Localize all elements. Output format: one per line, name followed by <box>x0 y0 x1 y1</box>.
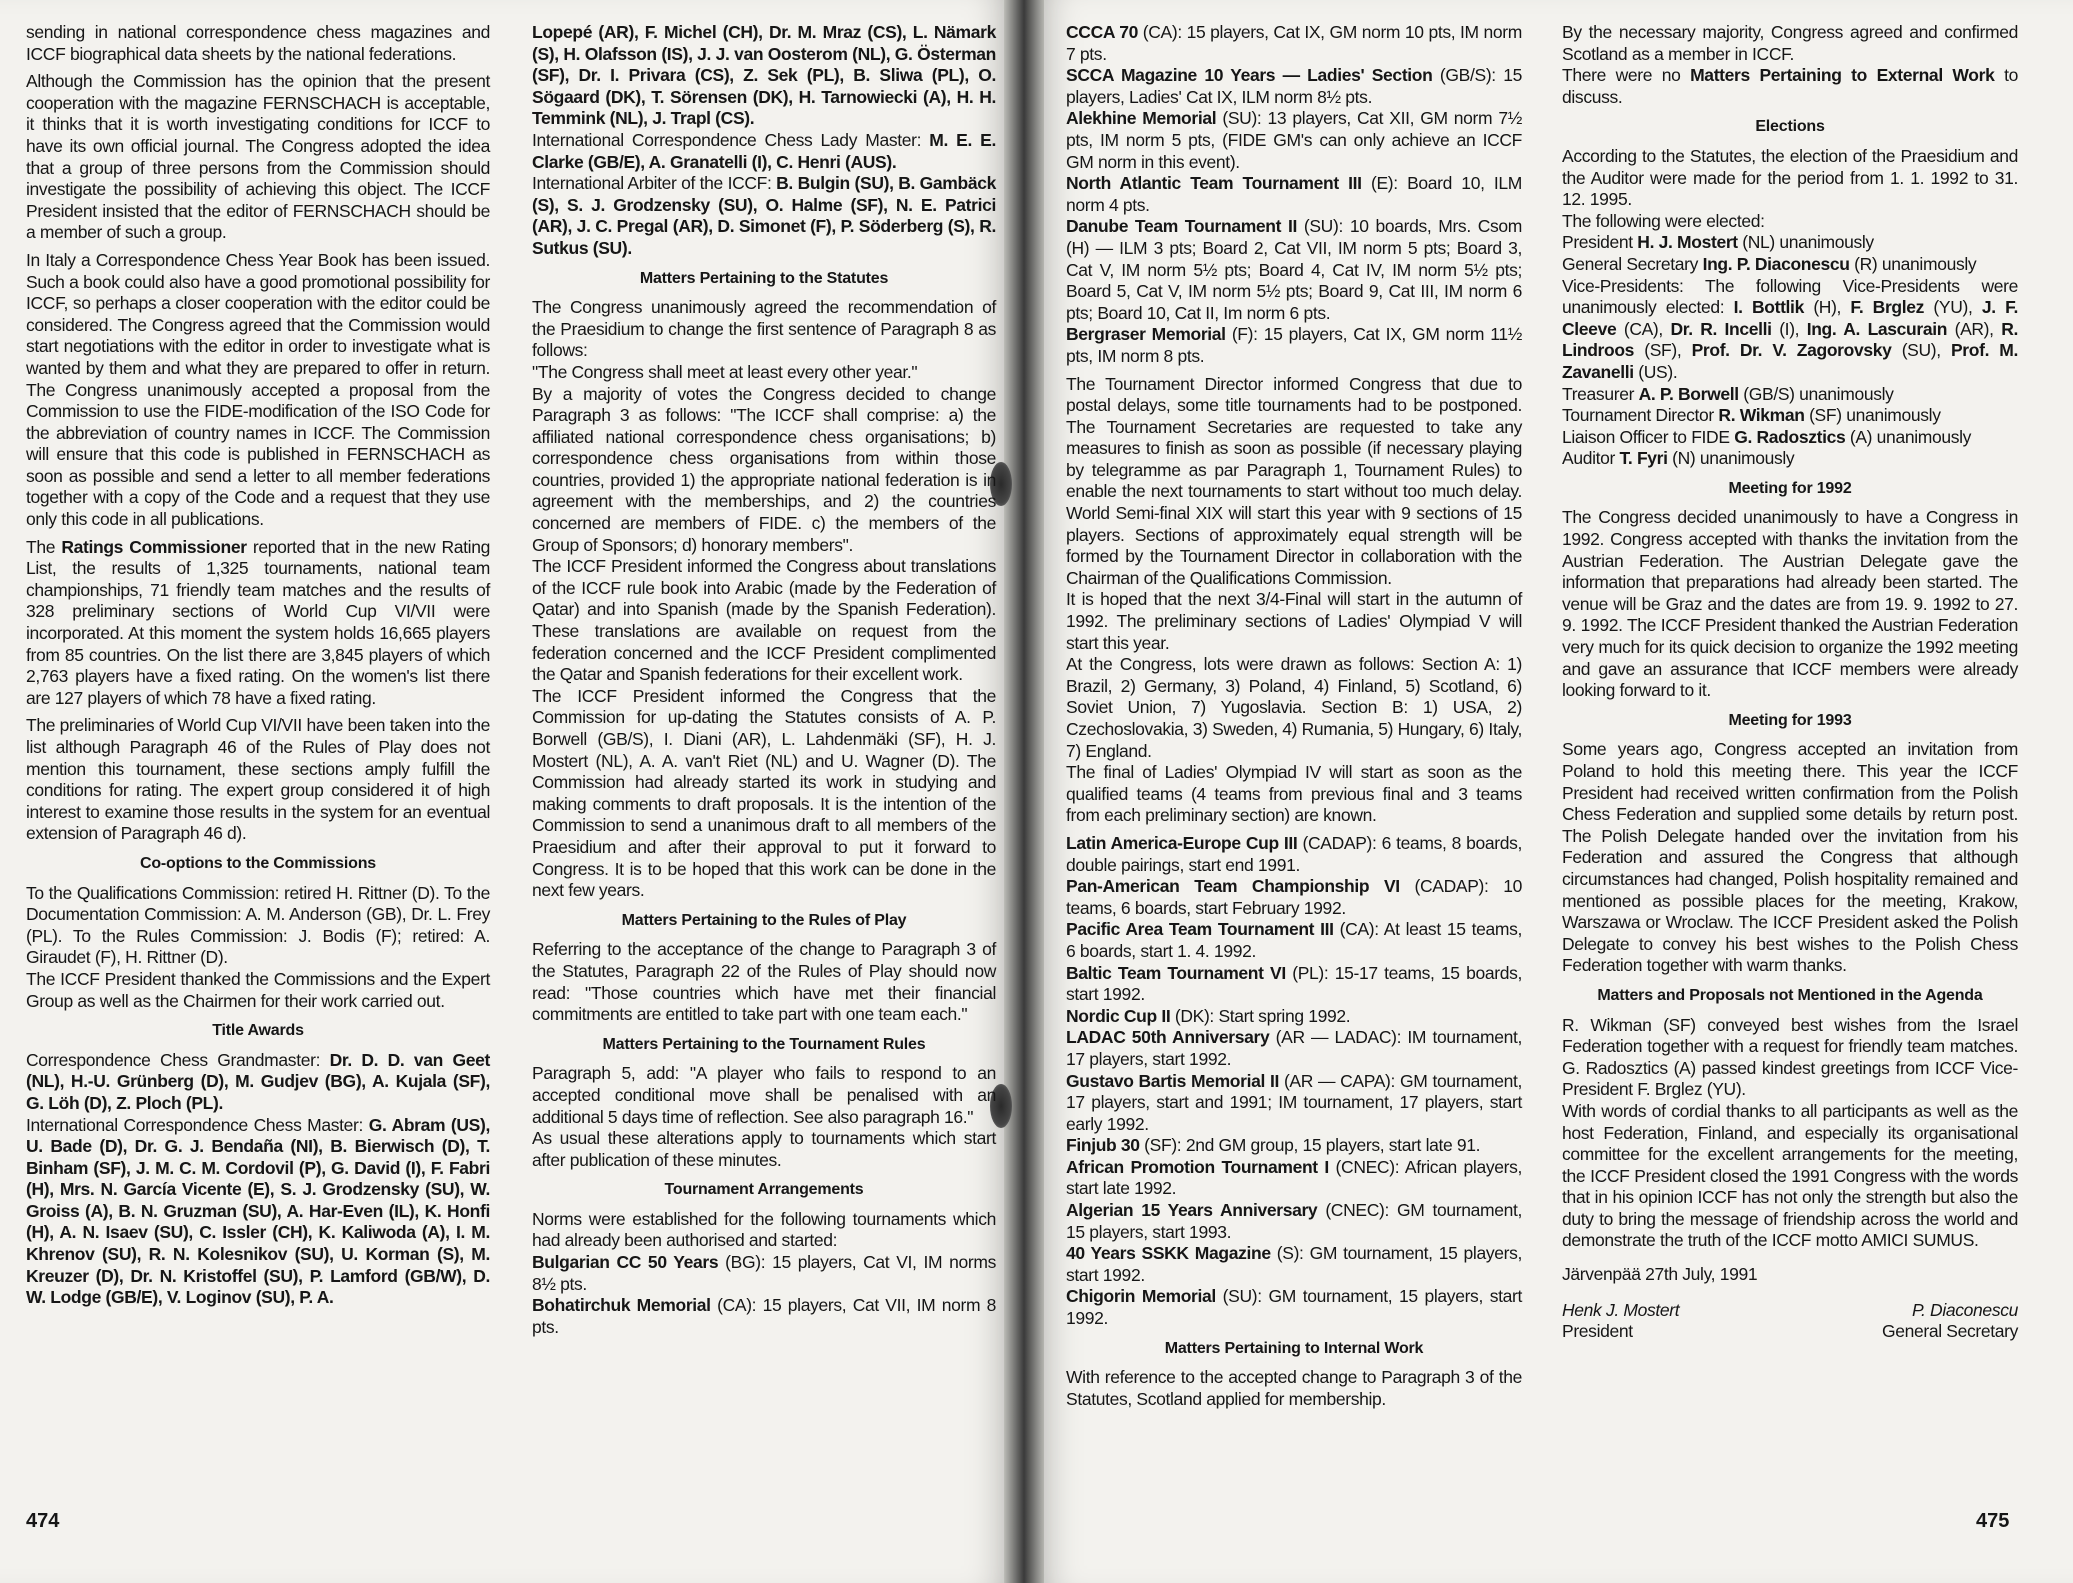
section-heading: Tournament Arrangements <box>664 1181 864 1199</box>
signature-left <box>1562 1300 1679 1342</box>
elected-officer: President H. J. Mostert (NL) unanimously <box>1562 232 1874 253</box>
tournament-entry: Algerian 15 Years Anniversary (CNEC): GM tournament, 15 players, start 1993. <box>1066 1200 1522 1242</box>
paragraph: It is hoped that the next 3/4-Final will start in the autumn of 1992. The preliminary sections of Ladies' Olympiad V will start this year. <box>1066 589 1522 653</box>
paragraph: The Ratings Commissioner reported that in the new Rating List, the results of 1,325 tournaments, national team championships, 71 friendly team matches and the results of 328 preliminary sections of World Cup VI/VII were incorporated. At this moment the system holds 16,665 players from 85 countries. On the list there are 3,845 players of which 2,763 players have a fixed rating. On the women's list there are 127 players of which 78 have a fixed rating. <box>26 536 490 708</box>
paragraph: R. Wikman (SF) conveyed best wishes from the Israel Federation together with a request for friendly team matches. G. Radosztics (A) passed kindest greetings from ICCF Vice-President F. Brglez (YU). <box>1562 1014 2018 1100</box>
paragraph: Some years ago, Congress accepted an invitation from Poland to hold this meeting there. This year the ICCF President had received written confirmation from the Polish Chess Federation and supplied some details by return post. The Polish Delegate handed over the invitation from his Federation and assured the Congress that although circumstances had changed, Polish hospitality remained and mentioned as possible places for the meeting, Krakow, Warszawa or Wroclaw. The ICCF President asked the Polish Delegate to convey his best wishes to the Polish Chess Federation together with warm thanks. <box>1562 739 2018 976</box>
paragraph: The ICCF President thanked the Commissions and the Expert Group as well as the Chairmen for their work carried out. <box>26 968 490 1011</box>
tournament-entry: Bergraser Memorial (F): 15 players, Cat IX, GM norm 11½ pts, IM norm 8 pts. <box>1066 324 1522 366</box>
column-4 <box>1562 22 2018 1342</box>
elected-officer: Auditor T. Fyri (N) unanimously <box>1562 448 1795 469</box>
tournament-entry: Pan-American Team Championship VI (CADAP): 10 teams, 6 boards, start February 1992. <box>1066 876 1522 918</box>
paragraph: Bulgarian CC 50 Years (BG): 15 players, Cat VI, IM norms 8½ pts. <box>532 1252 996 1294</box>
paragraph: In Italy a Correspondence Chess Year Book has been issued. Such a book could also have a good promotional possibility for ICCF, so perhaps a closer cooperation with the editor could be considered. The Congress agreed that the Commission would start negotiations with the editor in order to investigate what is wanted by them and what they are prepared to offer in return. The Congress unanimously accepted a proposal from the Commission to use the FIDE-modification of the ISO Code for the abbreviation of country names in ICCF. The Commission will ensure that this code is published in FERNSCHACH as soon as possible and send a letter to all member federations together with a copy of the Code and a request that they use only this code in all publications. <box>26 249 490 530</box>
paragraph: With reference to the accepted change to Paragraph 3 of the Statutes, Scotland applied for membership. <box>1066 1367 1522 1409</box>
paragraph: The ICCF President informed the Congress that the Commission for up-dating the Statutes consists of A. P. Borwell (GB/S), I. Diani (AR), L. Lahdenmäki (SF), H. J. Mostert (NL), A. A. van't Riet (NL) and U. Wagner (D). The Commission had already started its work in studying and making comments to draft proposals. It is the intention of the Commission to send a unanimous draft to all members of the Praesidium and after their approval to put it forward to Congress. It is to be hoped that this work can be done in the next few years. <box>532 685 996 901</box>
paragraph: By the necessary majority, Congress agreed and confirmed Scotland as a member in ICCF. <box>1562 22 2018 64</box>
section-heading: Matters Pertaining to the Statutes <box>639 269 889 287</box>
tournament-entry: Pacific Area Team Tournament III (CA): At least 15 teams, 6 boards, start 1. 4. 1992. <box>1066 919 1522 961</box>
elected-officer: Vice-Presidents: The following Vice-Presidents were unanimously elected: I. Bottlik (H), F. Brglez (YU), J. F. Cleeve (CA), Dr. R. Incelli (I), Ing. A. Lascurain (AR), R. Lindroos (SF), Prof. Dr. V. Zagorovsky (SU), Prof. M. Zavanelli (US). <box>1562 275 2019 382</box>
paragraph: The Tournament Director informed Congress that due to postal delays, some title tournaments had to be postponed. The Tournament Secretaries are requested to take any measures to finish as soon as possible (if necessary playing by telegramme as par Paragraph 1, Tournament Rules) to enable the next tournaments to start without too much delay. World Semi-final XIX will start this year with 9 sections of 15 players. Sections of approximately equal strength will be formed by the Tournament Director in collaboration with the Chairman of the Qualifications Commission. <box>1066 373 1522 588</box>
paragraph: Although the Commission has the opinion that the present cooperation with the magazine FERNSCHACH is acceptable, it thinks that it is worth investigating conditions for ICCF to have its own official journal. The Congress adopted the idea that a group of three persons from the Commission should investigate the possibility of achieving this object. The ICCF President insisted that the editor of FERNSCHACH should be a member of such a group. <box>26 71 490 243</box>
paragraph: The following were elected: <box>1562 210 1765 231</box>
column-1 <box>26 22 490 1309</box>
tournament-entry: Danube Team Tournament II (SU): 10 boards, Mrs. Csom (H) — ILM 3 pts; Board 2, Cat VII, IM norm 5 pts; Board 3, Cat V, IM norm 5½ pts; Board 4, Cat IV, IM norm 5½ pts; Board 5, Cat V, IM norm 5½ pts; Board 9, Cat III, IM norm 6 pts; Board 10, Cat II, Im norm 6 pts. <box>1066 216 1522 323</box>
signer-title: General Secretary <box>1881 1320 2018 1341</box>
signature-right <box>1882 1300 2018 1342</box>
tournament-entry: Baltic Team Tournament VI (PL): 15-17 teams, 15 boards, start 1992. <box>1066 962 1522 1005</box>
paragraph: At the Congress, lots were drawn as follows: Section A: 1) Brazil, 2) Germany, 3) Poland, 4) Finland, 5) Scotland, 6) Soviet Union, 7) Yugoslavia. Section B: 1) USA, 2) Czechoslovakia, 3) Sweden, 4) Rumania, 5) Hungary, 6) Italy, 7) England. <box>1066 654 1522 761</box>
paragraph: International Correspondence Chess Lady Master: M. E. E. Clarke (GB/E), A. Granatelli (I), C. Henri (AUS). <box>532 129 996 172</box>
paragraph: Paragraph 5, add: "A player who fails to respond to an accepted conditional move shall be penalised with an additional 5 days time of reflection. See also paragraph 16." <box>532 1063 996 1127</box>
tournament-entry: 40 Years SSKK Magazine (S): GM tournament, 15 players, start 1992. <box>1066 1243 1522 1285</box>
paragraph: The ICCF President informed the Congress about translations of the ICCF rule book into Arabic (made by the Federation of Qatar) and into Spanish (made by the Spanish Federation). These translations are available on request from the federation concerned and the ICCF President complimented the Qatar and Spanish federations for their excellent work. <box>532 556 996 685</box>
elected-officer: Tournament Director R. Wikman (SF) unanimously <box>1562 405 1941 426</box>
paragraph: Bohatirchuk Memorial (CA): 15 players, Cat VII, IM norm 8 pts. <box>532 1295 996 1337</box>
section-heading: Meeting for 1993 <box>1728 711 1852 729</box>
signer-name: Henk J. Mostert <box>1562 1299 1680 1320</box>
elected-officer: Treasurer A. P. Borwell (GB/S) unanimously <box>1562 383 1894 404</box>
elected-officer: General Secretary Ing. P. Diaconescu (R) unanimously <box>1562 253 1977 274</box>
section-heading: Matters Pertaining to Internal Work <box>1164 1339 1424 1357</box>
page-number-left: 474 <box>26 1510 60 1532</box>
tournament-entry: Alekhine Memorial (SU): 13 players, Cat XII, GM norm 7½ pts, IM norm 5 pts, (FIDE GM's can only achieve an ICCF GM norm in this event). <box>1066 108 1522 172</box>
paragraph: Correspondence Chess Grandmaster: Dr. D. D. van Geet (NL), H.-U. Grünberg (D), M. Gudjev (BG), A. Kujala (SF), G. Löh (D), Z. Ploch (PL). <box>26 1049 490 1113</box>
tournament-entry: North Atlantic Team Tournament III (E): Board 10, ILM norm 4 pts. <box>1066 173 1523 215</box>
section-heading: Title Awards <box>212 1022 304 1040</box>
paragraph: The preliminaries of World Cup VI/VII have been taken into the list although Paragraph 46 of the Rules of Play does not mention this tournament, these sections amply fulfill the conditions for rating. The expert group considered it of high interest to examine those results in the system for an eventual extension of Paragraph 46 d). <box>26 715 490 844</box>
paragraph: International Correspondence Chess Master: G. Abram (US), U. Bade (D), Dr. G. J. Bendaña (NI), B. Bierwisch (D), T. Binham (SF), J. M. C. M. Cordovil (P), G. David (I), F. Fabri (H), Mrs. N. García Vicente (E), S. J. Grodzensky (SU), W. Groiss (A), B. N. Gruzman (SU), A. Har-Even (IL), K. Honfi (H), A. N. Isaev (SU), C. Issler (CH), K. Kaliwoda (A), I. M. Khrenov (SU), R. N. Kolesnikov (SU), U. Korman (S), M. Kreuzer (D), Dr. N. Kristoffel (SU), P. Lamford (GB/W), D. W. Lodge (GB/E), V. Loginov (SU), P. A. <box>26 1114 490 1308</box>
section-heading: Matters and Proposals not Mentioned in the Agenda <box>1597 986 1983 1004</box>
tournament-entry: CCCA 70 (CA): 15 players, Cat IX, GM norm 10 pts, IM norm 7 pts. <box>1066 22 1522 64</box>
tournament-entry: LADAC 50th Anniversary (AR — LADAC): IM tournament, 17 players, start 1992. <box>1066 1027 1523 1069</box>
place-date: Järvenpää 27th July, 1991 <box>1562 1264 1758 1285</box>
signer-title: President <box>1562 1320 1633 1341</box>
paragraph: Referring to the acceptance of the change to Paragraph 3 of the Statutes, Paragraph 22 of the Rules of Play should now read: "Those countries which have met their financial commitments are entitled to take part with one team each." <box>532 939 996 1025</box>
column-3 <box>1066 22 1522 1416</box>
section-heading: Matters Pertaining to the Tournament Rules <box>602 1035 926 1053</box>
paragraph: By a majority of votes the Congress decided to change Paragraph 3 as follows: "The ICCF shall comprise: a) the affiliated national correspondence chess organisations; b) correspondence chess organisations from within those countries, provided 1) the appropriate national federation is in agreement with the memberships, and 2) the countries concerned are members of FIDE. c) the members of the Group of Sponsors; d) honorary members". <box>532 383 996 555</box>
section-heading: Matters Pertaining to the Rules of Play <box>621 911 907 929</box>
tournament-entry: Finjub 30 (SF): 2nd GM group, 15 players, start late 91. <box>1066 1135 1481 1156</box>
signatures <box>1562 1300 2018 1342</box>
paragraph: The Congress unanimously agreed the recommendation of the Praesidium to change the first sentence of Paragraph 8 as follows: <box>532 297 996 361</box>
paragraph: To the Qualifications Commission: retired H. Rittner (D). To the Documentation Commission: A. M. Anderson (GB), Dr. L. Frey (PL). To the Rules Commission: J. Bodis (F); retired: A. Giraudet (F), H. Rittner (D). <box>26 882 490 968</box>
paragraph: As usual these alterations apply to tournaments which start after publication of these minutes. <box>532 1128 996 1170</box>
paragraph: sending in national correspondence chess magazines and ICCF biographical data sheets by the national federations. <box>26 22 490 64</box>
page-number-right: 475 <box>1976 1510 2010 1532</box>
column-2 <box>532 22 996 1338</box>
tournament-entry: African Promotion Tournament I (CNEC): African players, start late 1992. <box>1066 1156 1523 1199</box>
signer-name: P. Diaconescu <box>1911 1299 2018 1320</box>
section-heading: Co-options to the Commissions <box>140 854 376 872</box>
paragraph: There were no Matters Pertaining to External Work to discuss. <box>1562 65 2018 107</box>
tournament-entry: Chigorin Memorial (SU): GM tournament, 15 players, start 1992. <box>1066 1286 1523 1329</box>
section-heading: Elections <box>1755 118 1825 136</box>
paragraph: International Arbiter of the ICCF: B. Bulgin (SU), B. Gambäck (S), S. J. Grodzensky (SU), O. Halme (SF), N. E. Patrici (AR), J. C. Pregal (AR), D. Simonet (F), P. Söderberg (S), R. Sutkus (SU). <box>532 173 996 258</box>
tournament-entry: Gustavo Bartis Memorial II (AR — CAPA): GM tournament, 17 players, start and 1991; IM tournament, 17 players, start early 1992. <box>1066 1070 1522 1134</box>
paragraph: According to the Statutes, the election of the Praesidium and the Auditor were made for the period from 1. 1. 1992 to 31. 12. 1995. <box>1562 145 2018 210</box>
book-gutter <box>1004 0 1044 1583</box>
elected-officer: Liaison Officer to FIDE G. Radosztics (A) unanimously <box>1562 426 1972 447</box>
tournament-entry: SCCA Magazine 10 Years — Ladies' Section (GB/S): 15 players, Ladies' Cat IX, ILM norm 8½ pts. <box>1066 65 1522 107</box>
section-heading: Meeting for 1992 <box>1728 479 1852 497</box>
paragraph: "The Congress shall meet at least every other year." <box>532 361 918 382</box>
paragraph: The final of Ladies' Olympiad IV will start as soon as the qualified teams (4 teams from previous final and 3 teams from each preliminary section) are known. <box>1066 762 1522 826</box>
paragraph: The Congress decided unanimously to have a Congress in 1992. Congress accepted with thanks the invitation from the Austrian Federation. The Austrian Delegate gave the information that preparations had already been started. The venue will be Graz and the dates are from 19. 9. 1992 to 27. 9. 1992. The ICCF President thanked the Austrian Federation very much for its quick decision to organize the 1992 meeting and gave an assurance that ICCF members were already looking forward to it. <box>1562 507 2018 701</box>
tournament-entry: Latin America-Europe Cup III (CADAP): 6 teams, 8 boards, double pairings, start end 1991. <box>1066 832 1522 875</box>
paragraph: Norms were established for the following tournaments which had already been authorised and started: <box>532 1208 996 1251</box>
paragraph: With words of cordial thanks to all participants as well as the host Federation, Finland, and especially its organisational committee for the excellent arrangements for the meeting, the ICCF President closed the 1991 Congress with the words that in his opinion ICCF has not only the strength but also the duty to bring the message of friendship across the world and demonstrate the truth of the ICCF motto AMICI SUMUS. <box>1562 1100 2018 1251</box>
paragraph: Lopepé (AR), F. Michel (CH), Dr. M. Mraz (CS), L. Nämark (S), H. Olafsson (IS), J. J. van Oosterom (NL), G. Österman (SF), Dr. I. Privara (CS), Z. Sek (PL), B. Sliwa (PL), O. Sögaard (DK), T. Sörensen (DK), H. Tarnowiecki (A), H. H. Temmink (NL), J. Trapl (CS). <box>532 22 996 129</box>
tournament-entry: Nordic Cup II (DK): Start spring 1992. <box>1066 1005 1351 1026</box>
